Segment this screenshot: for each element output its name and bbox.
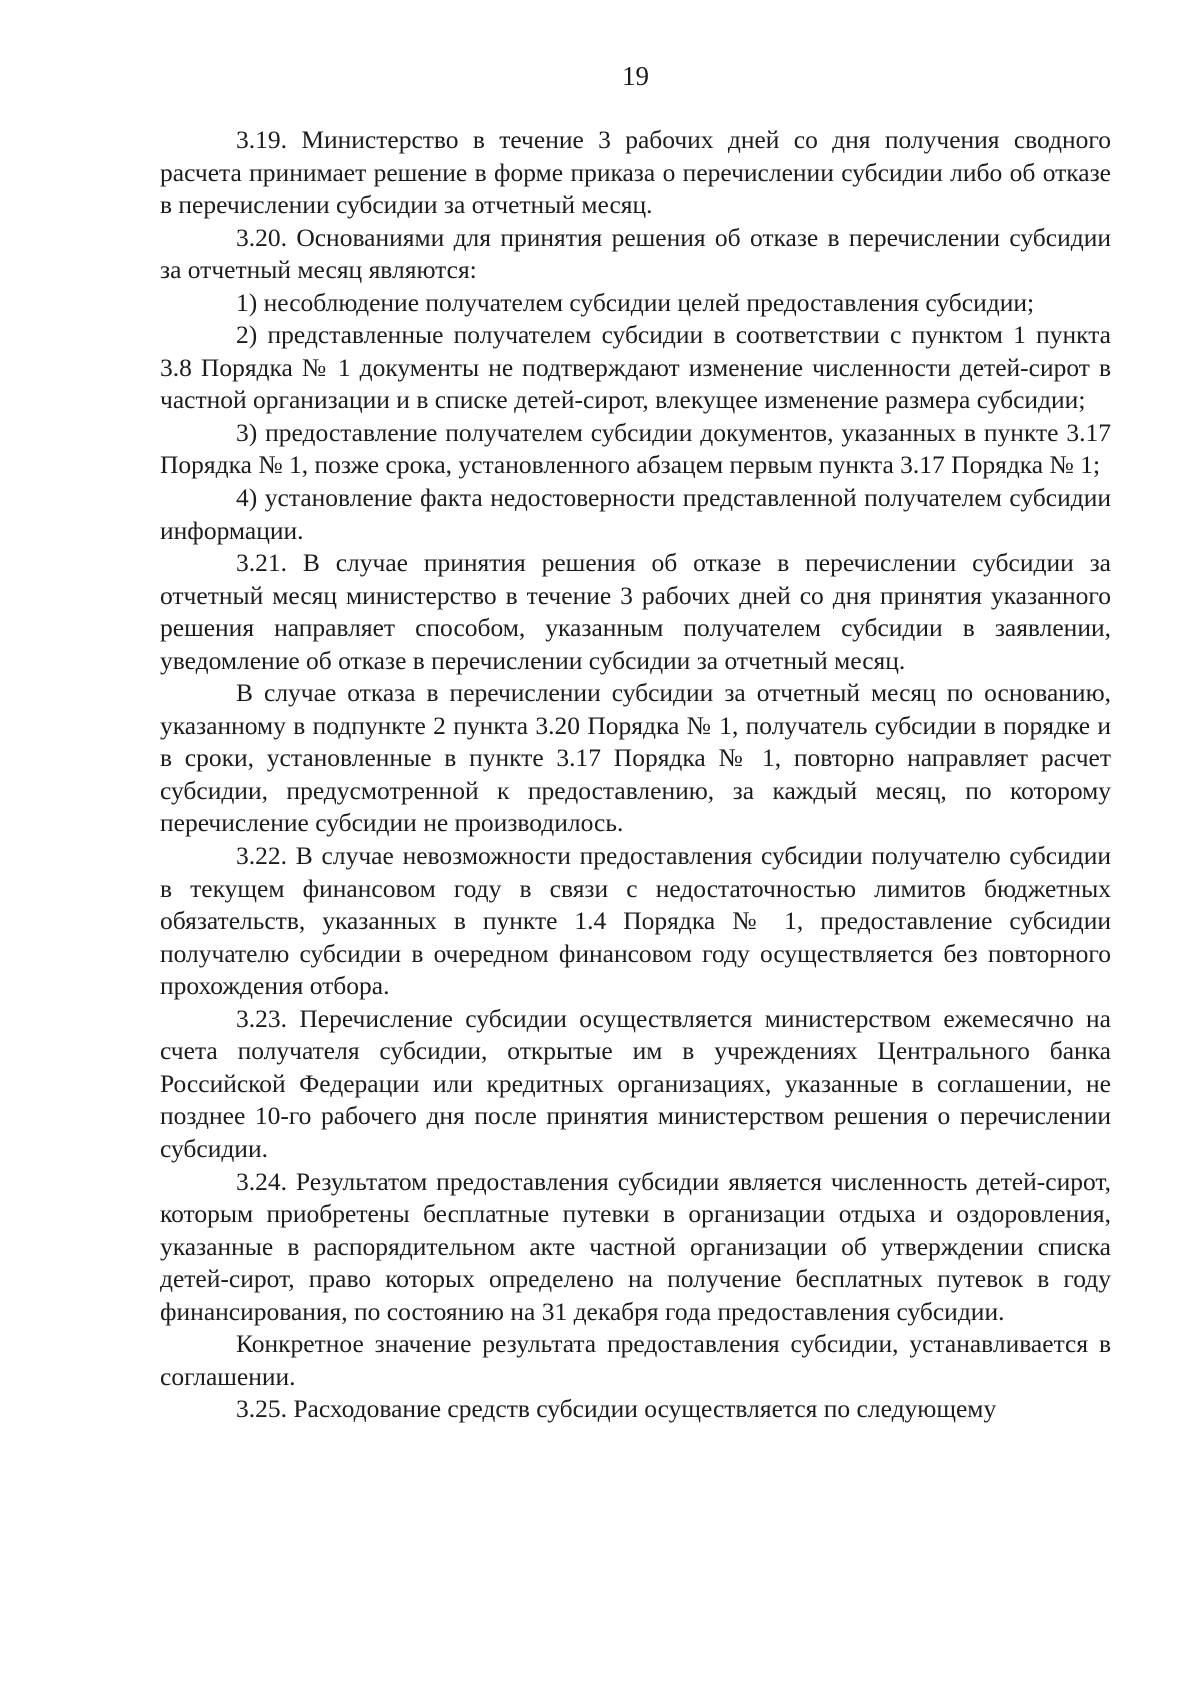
paragraph-3-22: 3.22. В случае невозможности предоставления субсидии получателю субсидии в текущем финансовом году в связи с недостаточностью лимитов бюджетных обязательств, указанных в пункте 1.4 Порядка № 1, предоставление субсидии получателю субсидии в очередном финансовом году осуществляется без повторного прохождения отбора. [160,841,1111,1001]
paragraph-3-23: 3.23. Перечисление субсидии осуществляется министерством ежемесячно на счета получателя субсидии, открытые им в учреждениях Центрального банка Российской Федерации или кредитных организациях, указанные в соглашении, не позднее 10-го рабочего дня после принятия министерством решения о перечислении субсидии. [160,1003,1111,1163]
paragraph-3-24: 3.24. Результатом предоставления субсидии является численность детей-сирот, которым приобретены бесплатные путевки в организации отдыха и оздоровления, указанные в распорядительном акте частной организации об утверждении списка детей-сирот, право которых определено на получение бесплатных путевок в году финансирования, по состоянию на 31 декабря года предоставления субсидии. [160,1166,1111,1326]
document-page [160,0,1111,1707]
list-item-2: 2) представленные получателем субсидии в соответствии с пунктом 1 пункта 3.8 Порядка № 1 документы не подтверждают изменение численности детей-сирот в частной организации и в списке детей-сирот, влекущее изменение размера субсидии; [160,320,1111,415]
list-item-4: 4) установление факта недостоверности представленной получателем субсидии информации. [160,483,1111,545]
paragraph-3-25: 3.25. Расходование средств субсидии осуществляется по следующему [236,1394,997,1424]
paragraph-3-24-continued: Конкретное значение результата предоставления субсидии, устанавливается в соглашении. [160,1329,1111,1391]
paragraph-3-21-continued: В случае отказа в перечислении субсидии за отчетный месяц по основанию, указанному в подпункте 2 пункта 3.20 Порядка № 1, получатель субсидии в порядке и в сроки, установленные в пункте 3.17 Порядка № 1, повторно направляет расчет субсидии, предусмотренной к предоставлению, за каждый месяц, по которому перечисление субсидии не производилось. [160,678,1111,838]
document-body [160,124,1111,1426]
paragraph-3-19: 3.19. Министерство в течение 3 рабочих дней со дня получения сводного расчета принимает решение в форме приказа о перечислении субсидии либо об отказе в перечислении субсидии за отчетный месяц. [160,125,1111,220]
list-item-3: 3) предоставление получателем субсидии документов, указанных в пункте 3.17 Порядка № 1, позже срока, установленного абзацем первым пункта 3.17 Порядка № 1; [160,417,1111,480]
list-item-1: 1) несоблюдение получателем субсидии целей предоставления субсидии; [236,287,1035,317]
paragraph-3-21: 3.21. В случае принятия решения об отказе в перечислении субсидии за отчетный месяц министерство в течение 3 рабочих дней со дня принятия указанного решения направляет способом, указанным получателем субсидии в заявлении, уведомление об отказе в перечислении субсидии за отчетный месяц. [160,548,1111,675]
paragraph-3-20: 3.20. Основаниями для принятия решения об отказе в перечислении субсидии за отчетный месяц являются: [160,222,1111,285]
page-number: 19 [622,61,649,91]
